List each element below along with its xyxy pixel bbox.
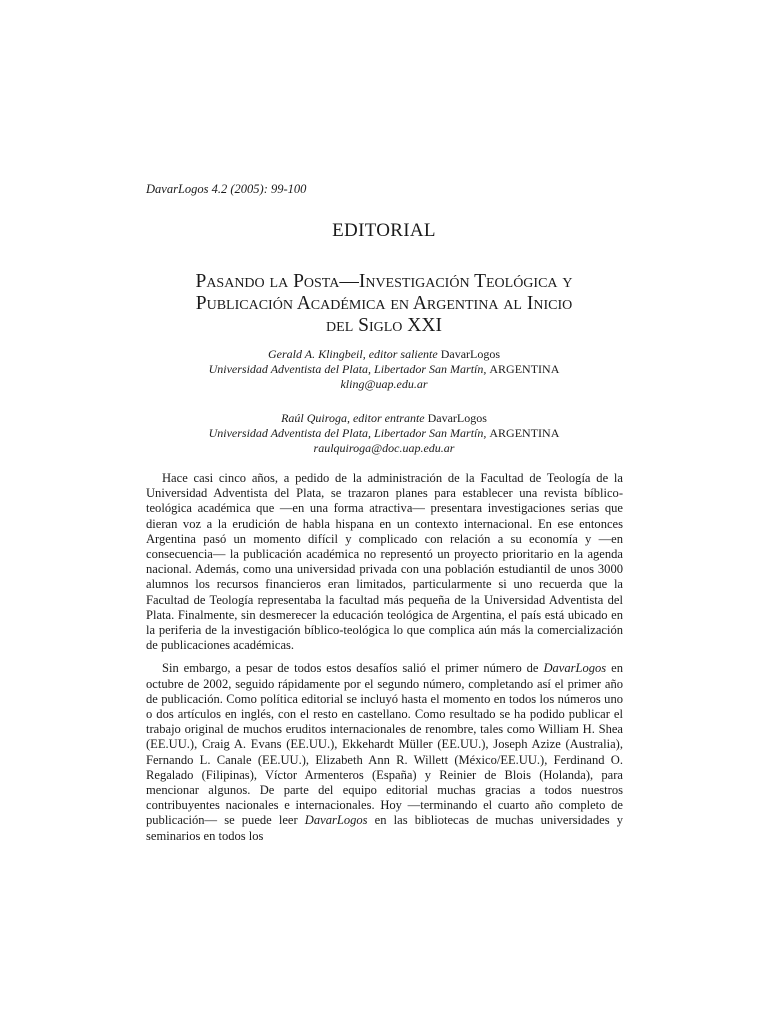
author-affiliation: Universidad Adventista del Plata, Libertador San Martín, (208, 426, 487, 440)
author-affiliation: Universidad Adventista del Plata, Libertador San Martín, (208, 362, 487, 376)
article-title-line: Publicación Académica en Argentina al Inicio (195, 293, 573, 314)
author-name-line (0, 347, 768, 362)
body-paragraph: Hace casi cinco años, a pedido de la administración de la Facultad de Teología de la Universidad Adventista del Plata, se trazaron planes para establecer una revista bíblico-teológica académica que —en una forma atractiva— presentara investigaciones serias que dieran voz a la erudición de habla hispana en un contexto internacional. En ese entonces Argentina pasó un momento difícil y complicado con relación a su economía y —en consecuencia— la publicación académica no representó un proyecto prioritario en la agenda nacional. Además, como una universidad privada con una población estudiantil de unos 3000 alumnos los recursos financieros eran limitados, particularmente si uno recuerda que la Facultad de Teología representaba la facultad más pequeña de la Universidad Adventista del Plata. Finalmente, sin desmerecer la educación teológica de Argentina, el país está ubicado en la periferia de la investigación bíblico-teológica lo que complica aún más la comercialización de publicaciones académicas. (146, 471, 623, 653)
author-journal: DavarLogos (440, 347, 501, 361)
author-name-role: Gerald A. Klingbeil, editor saliente (267, 347, 438, 361)
author-name-role: Raúl Quiroga, editor entrante (281, 411, 425, 425)
author-block (0, 411, 768, 456)
journal-name: DavarLogos (146, 182, 209, 196)
article-title-line: del Siglo XXI (326, 315, 442, 336)
body-paragraph (146, 661, 623, 843)
author-name-line (0, 411, 768, 426)
body-text-run: en las bibliotecas de muchas universidades y seminarios en todos los (146, 813, 623, 843)
journal-citation (146, 182, 306, 197)
section-title: EDITORIAL (332, 220, 436, 241)
author-affiliation-line (0, 426, 768, 441)
journal-name-inline: DavarLogos (304, 813, 368, 828)
author-email: raulquiroga@doc.uap.edu.ar (313, 441, 455, 455)
author-country: ARGENTINA (489, 426, 560, 440)
body-text-run: Sin embargo, a pesar de todos estos desafíos salió el primer número de (162, 661, 539, 676)
body-text-run: en octubre de 2002, seguido rápidamente por el segundo número, completando así el primer año de publicación. Como política editorial se incluyó hasta el momento en todos los números uno o dos artículos en inglés, con el resto en castellano. Como resultado se ha podido publicar el trabajo original de muchos eruditos internacionales de renombre, tales como William H. Shea (EE.UU.), Craig A. Evans (EE.UU.), Ekkehardt Müller (EE.UU.), Joseph Azize (Australia), Fernando L. Canale (EE.UU.), Elizabeth Ann R. Willett (México/EE.UU.), Ferdinand O. Regalado (Filipinas), Víctor Armenteros (España) y Reinier de Blois (Holanda), para mencionar algunos. De parte del equipo editorial muchas gracias a todos nuestros contribuyentes nacionales e internacionales. Hoy —terminando el cuarto año completo de publicación— se puede leer (146, 661, 623, 828)
author-block (0, 347, 768, 392)
citation-details: 4.2 (2005): 99-100 (211, 182, 307, 196)
article-title (150, 271, 618, 337)
journal-name-inline: DavarLogos (543, 661, 607, 676)
author-affiliation-line (0, 362, 768, 377)
author-journal: DavarLogos (427, 411, 487, 425)
author-email: kling@uap.edu.ar (340, 377, 428, 391)
article-title-line: Pasando la Posta—Investigación Teológica y (195, 271, 573, 292)
author-country: ARGENTINA (489, 362, 560, 376)
article-body (146, 471, 623, 852)
